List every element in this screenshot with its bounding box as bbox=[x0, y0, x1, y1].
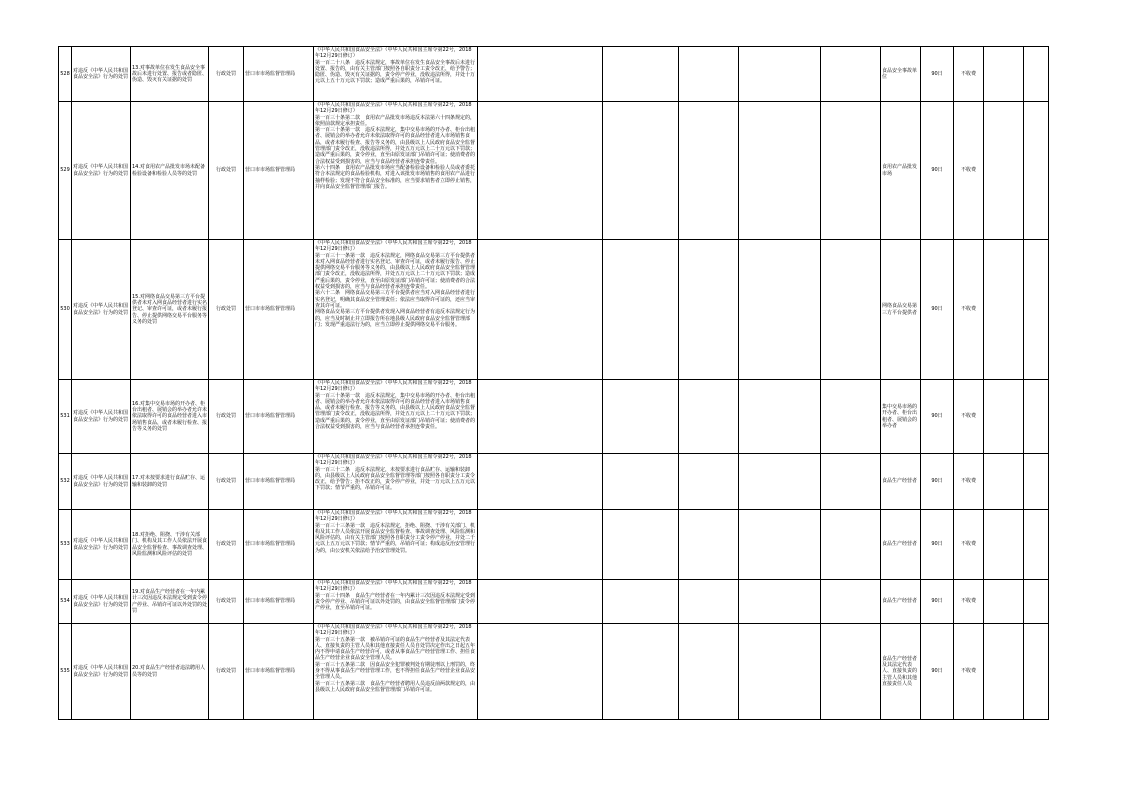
row-number: 529 bbox=[59, 102, 72, 240]
row-number: 531 bbox=[59, 380, 72, 454]
empty-cell bbox=[478, 380, 603, 454]
time-limit: 90日 bbox=[921, 510, 954, 580]
empty-cell bbox=[478, 454, 603, 510]
empty-cell bbox=[739, 240, 821, 380]
power-category: 对违反《中华人民共和国食品安全法》行为的处罚 bbox=[72, 624, 131, 720]
empty-cell bbox=[1024, 102, 1049, 240]
empty-cell bbox=[478, 624, 603, 720]
legal-basis-text: 《中华人民共和国食品安全法》（中华人民共和国主席令第22号，2018年12月29日修订） 第一百三十四条 食品生产经营者在一年内累计三次因违反本法规定受到责令停产停业、吊销许可证以外处罚的，由食品安全监督管理部门责令停产停业，直至吊销许可证。 bbox=[315, 580, 476, 612]
legal-basis-text: 《中华人民共和国食品安全法》（中华人民共和国主席令第22号，2018年12月29日修订） 第一百三十三条第一款 违反本法规定，拒绝、阻挠、干涉有关部门、机构及其工作人员依法开展食品安全监督检查、事故调查处理、风险监测和风险评估的，由有关主管部门按照各自职责分工责令停产停业，并处二千元以上五万元以下罚款；情节严重的，吊销许可证；构成违反治安管理行为的，由公安机关依法给予治安管理处罚。 bbox=[315, 510, 476, 554]
empty-cell bbox=[1024, 47, 1049, 102]
legal-basis-text: 《中华人民共和国食品安全法》（中华人民共和国主席令第22号，2018年12月29日修订） 第一百三十二条 违反本法规定，未按要求进行食品贮存、运输和装卸的，由县级以上人民政府食品安全监督管理等部门按照各自职责分工责令改正，给予警告；拒不改正的，责令停产停业，并处一万元以上五万元以下罚款；情节严重的，吊销许可证。 bbox=[315, 454, 476, 492]
empty-cell bbox=[821, 380, 881, 454]
implementing-department: 营口市市场监督管理局 bbox=[244, 510, 314, 580]
empty-cell bbox=[821, 47, 881, 102]
legal-basis bbox=[314, 102, 478, 240]
empty-cell bbox=[478, 102, 603, 240]
empty-cell bbox=[821, 240, 881, 380]
empty-cell bbox=[984, 240, 1024, 380]
row-number: 535 bbox=[59, 624, 72, 720]
power-item-name: 16.对集中交易市场的开办者、柜台出租者、展销会的举办者允许未依法取得许可的食品经营者进入市场销售食品，或者未履行检查、报告等义务的处罚 bbox=[131, 380, 209, 454]
fee-status: 不收费 bbox=[954, 510, 984, 580]
empty-cell bbox=[679, 380, 739, 454]
empty-cell bbox=[603, 624, 679, 720]
empty-cell bbox=[739, 47, 821, 102]
empty-cell bbox=[1024, 240, 1049, 380]
empty-cell bbox=[821, 454, 881, 510]
target-subject: 食品生产经营者 bbox=[881, 580, 921, 624]
fee-status: 不收费 bbox=[954, 580, 984, 624]
target-subject: 食品生产经营者及其法定代表人、直接负责的主管人员和其他直接责任人员 bbox=[881, 624, 921, 720]
fee-status: 不收费 bbox=[954, 454, 984, 510]
power-list-table bbox=[58, 46, 1049, 720]
fee-status: 不收费 bbox=[954, 102, 984, 240]
power-item-name: 18.对拒绝、阻挠、干涉有关部门、机构及其工作人员依法开展食品安全监督检查、事故调查处理、风险监测和风险评估的处罚 bbox=[131, 510, 209, 580]
empty-cell bbox=[603, 510, 679, 580]
empty-cell bbox=[1024, 510, 1049, 580]
empty-cell bbox=[984, 47, 1024, 102]
table-row bbox=[59, 454, 1049, 510]
power-category: 对违反《中华人民共和国食品安全法》行为的处罚 bbox=[72, 47, 131, 102]
power-item-name: 14.对食用农产品批发市场未配备检验设备和检验人员等的处罚 bbox=[131, 102, 209, 240]
empty-cell bbox=[984, 580, 1024, 624]
empty-cell bbox=[603, 580, 679, 624]
empty-cell bbox=[679, 454, 739, 510]
legal-basis bbox=[314, 454, 478, 510]
empty-cell bbox=[739, 624, 821, 720]
fee-status: 不收费 bbox=[954, 47, 984, 102]
empty-cell bbox=[984, 102, 1024, 240]
implementing-department: 营口市市场监督管理局 bbox=[244, 380, 314, 454]
legal-basis-text: 《中华人民共和国食品安全法》（中华人民共和国主席令第22号，2018年12月29日修订） 第一百三十条第二款 食用农产品批发市场违反本法第六十四条规定的，依照前款规定承担责任。 第一百三十条第一款 违反本法规定，集中交易市场的开办者、柜台出租者、展销会的举办者允许未依法取得许可的食品经营者进入市场销售食品，或者未履行检查、报告等义务的，由县级以上人民政府食品安全监督管理部门责令改正，没收违法所得，并处五万元以上二十万元以下罚款；造成严重后果的，责令停业，直至由原发证部门吊销许可证；使消费者的合法权益受到损害的，应当与食品经营者承担连带责任。 第六十四条 食用农产品批发市场应当配备检验设备和检验人员或者委托符合本法规定的食品检验机构，对进入该批发市场销售的食用农产品进行抽样检验；发现不符合食品安全标准的，应当要求销售者立即停止销售，并向食品安全监督管理部门报告。 bbox=[315, 102, 476, 190]
legal-basis-text: 《中华人民共和国食品安全法》（中华人民共和国主席令第22号，2018年12月29日修订） 第一百三十五条第一款 被吊销许可证的食品生产经营者及其法定代表人、直接负责的主管人员和其他直接责任人员自处罚决定作出之日起五年内不得申请食品生产经营许可，或者从事食品生产经营管理工作、担任食品生产经营企业食品安全管理人员。 第一百三十五条第二款 因食品安全犯罪被判处有期徒刑以上刑罚的，终身不得从事食品生产经营管理工作，也不得担任食品生产经营企业食品安全管理人员。 第一百三十五条第三款 食品生产经营者聘用人员违反前两款规定的，由县级以上人民政府食品安全监督管理部门吊销许可证。 bbox=[315, 624, 476, 693]
empty-cell bbox=[1024, 454, 1049, 510]
empty-cell bbox=[1024, 380, 1049, 454]
implementing-department: 营口市市场监督管理局 bbox=[244, 102, 314, 240]
empty-cell bbox=[679, 624, 739, 720]
power-type: 行政处罚 bbox=[209, 624, 244, 720]
empty-cell bbox=[739, 454, 821, 510]
power-category: 对违反《中华人民共和国食品安全法》行为的处罚 bbox=[72, 580, 131, 624]
implementing-department: 营口市市场监督管理局 bbox=[244, 580, 314, 624]
power-item-name: 15.对网络食品交易第三方平台提供者未对入网食品经营者进行实名登记、审查许可证，或者未履行报告、停止提供网络交易平台服务等义务的处罚 bbox=[131, 240, 209, 380]
empty-cell bbox=[679, 580, 739, 624]
table-row bbox=[59, 580, 1049, 624]
legal-basis-text: 《中华人民共和国食品安全法》（中华人民共和国主席令第22号，2018年12月29日修订） 第一百三十条第一款 违反本法规定，集中交易市场的开办者、柜台出租者、展销会的举办者允许未依法取得许可的食品经营者进入市场销售食品，或者未履行检查、报告等义务的，由县级以上人民政府食品安全监督管理部门责令改正，没收违法所得，并处五万元以上二十万元以下罚款；造成严重后果的，责令停业，直至由原发证部门吊销许可证；使消费者的合法权益受到损害的，应当与食品经营者承担连带责任。 bbox=[315, 380, 476, 431]
implementing-department: 营口市市场监督管理局 bbox=[244, 47, 314, 102]
empty-cell bbox=[603, 380, 679, 454]
table-row bbox=[59, 47, 1049, 102]
legal-basis bbox=[314, 510, 478, 580]
power-item-name: 20.对食品生产经营者违法聘用人员等的处罚 bbox=[131, 624, 209, 720]
time-limit: 90日 bbox=[921, 624, 954, 720]
power-type: 行政处罚 bbox=[209, 580, 244, 624]
table-row bbox=[59, 240, 1049, 380]
empty-cell bbox=[821, 580, 881, 624]
empty-cell bbox=[821, 102, 881, 240]
power-item-name: 17.对未按要求进行食品贮存、运输和装卸的处罚 bbox=[131, 454, 209, 510]
table-row bbox=[59, 510, 1049, 580]
power-category: 对违反《中华人民共和国食品安全法》行为的处罚 bbox=[72, 102, 131, 240]
implementing-department: 营口市市场监督管理局 bbox=[244, 240, 314, 380]
legal-basis-text: 《中华人民共和国食品安全法》（中华人民共和国主席令第22号，2018年12月29日修订） 第一百三十一条第一款 违反本法规定，网络食品交易第三方平台提供者未对入网食品经营者进行实名登记、审查许可证，或者未履行报告、停止提供网络交易平台服务等义务的，由县级以上人民政府食品安全监督管理部门责令改正，没收违法所得，并处五万元以上二十万元以下罚款；造成严重后果的，责令停业，直至由原发证部门吊销许可证；使消费者的合法权益受到损害的，应当与食品经营者承担连带责任。 第六十二条 网络食品交易第三方平台提供者应当对入网食品经营者进行实名登记，明确其食品安全管理责任；依法应当取得许可证的，还应当审查其许可证。 网络食品交易第三方平台提供者发现入网食品经营者有违反本法规定行为的，应当及时制止并立即报告所在地县级人民政府食品安全监督管理部门；发现严重违法行为的，应当立即停止提供网络交易平台服务。 bbox=[315, 240, 476, 328]
power-type: 行政处罚 bbox=[209, 240, 244, 380]
time-limit: 90日 bbox=[921, 240, 954, 380]
empty-cell bbox=[679, 240, 739, 380]
empty-cell bbox=[739, 380, 821, 454]
row-number: 532 bbox=[59, 454, 72, 510]
time-limit: 90日 bbox=[921, 380, 954, 454]
legal-basis bbox=[314, 380, 478, 454]
empty-cell bbox=[739, 510, 821, 580]
table-row bbox=[59, 102, 1049, 240]
power-type: 行政处罚 bbox=[209, 47, 244, 102]
time-limit: 90日 bbox=[921, 580, 954, 624]
power-category: 对违反《中华人民共和国食品安全法》行为的处罚 bbox=[72, 510, 131, 580]
power-item-name: 13.对事故单位在发生食品安全事故后未进行处置、报告或者隐匿、伪造、毁灭有关证据的处罚 bbox=[131, 47, 209, 102]
power-item-name: 19.对食品生产经营者在一年内累计三次因违反本法规定受到责令停产停业、吊销许可证以外处罚的处罚 bbox=[131, 580, 209, 624]
target-subject: 食品安全事故单位 bbox=[881, 47, 921, 102]
legal-basis bbox=[314, 47, 478, 102]
row-number: 534 bbox=[59, 580, 72, 624]
target-subject: 网络食品交易第三方平台提供者 bbox=[881, 240, 921, 380]
table-row bbox=[59, 624, 1049, 720]
target-subject: 集中交易市场的开办者、柜台出租者、展销会的举办者 bbox=[881, 380, 921, 454]
empty-cell bbox=[679, 510, 739, 580]
empty-cell bbox=[478, 47, 603, 102]
fee-status: 不收费 bbox=[954, 624, 984, 720]
empty-cell bbox=[603, 454, 679, 510]
table-row bbox=[59, 380, 1049, 454]
empty-cell bbox=[739, 102, 821, 240]
empty-cell bbox=[984, 510, 1024, 580]
empty-cell bbox=[679, 102, 739, 240]
row-number: 533 bbox=[59, 510, 72, 580]
empty-cell bbox=[603, 47, 679, 102]
time-limit: 90日 bbox=[921, 47, 954, 102]
legal-basis bbox=[314, 240, 478, 380]
empty-cell bbox=[1024, 624, 1049, 720]
target-subject: 食用农产品批发市场 bbox=[881, 102, 921, 240]
fee-status: 不收费 bbox=[954, 240, 984, 380]
legal-basis bbox=[314, 580, 478, 624]
empty-cell bbox=[739, 580, 821, 624]
empty-cell bbox=[679, 47, 739, 102]
empty-cell bbox=[478, 510, 603, 580]
legal-basis bbox=[314, 624, 478, 720]
empty-cell bbox=[478, 240, 603, 380]
target-subject: 食品生产经营者 bbox=[881, 454, 921, 510]
empty-cell bbox=[821, 510, 881, 580]
power-category: 对违反《中华人民共和国食品安全法》行为的处罚 bbox=[72, 240, 131, 380]
power-type: 行政处罚 bbox=[209, 102, 244, 240]
empty-cell bbox=[984, 380, 1024, 454]
power-type: 行政处罚 bbox=[209, 380, 244, 454]
power-category: 对违反《中华人民共和国食品安全法》行为的处罚 bbox=[72, 454, 131, 510]
implementing-department: 营口市市场监督管理局 bbox=[244, 454, 314, 510]
time-limit: 90日 bbox=[921, 454, 954, 510]
implementing-department: 营口市市场监督管理局 bbox=[244, 624, 314, 720]
empty-cell bbox=[821, 624, 881, 720]
legal-basis-text: 《中华人民共和国食品安全法》（中华人民共和国主席令第22号，2018年12月29日修订） 第一百二十八条 违反本法规定，事故单位在发生食品安全事故后未进行处置、报告的，由有关主管部门按照各自职责分工责令改正，给予警告；隐匿、伪造、毁灭有关证据的，责令停产停业，没收违法所得，并处十万元以上五十万元以下罚款；造成严重后果的，吊销许可证。 bbox=[315, 47, 476, 85]
empty-cell bbox=[984, 454, 1024, 510]
power-type: 行政处罚 bbox=[209, 454, 244, 510]
empty-cell bbox=[478, 580, 603, 624]
empty-cell bbox=[984, 624, 1024, 720]
fee-status: 不收费 bbox=[954, 380, 984, 454]
row-number: 530 bbox=[59, 240, 72, 380]
empty-cell bbox=[603, 240, 679, 380]
empty-cell bbox=[603, 102, 679, 240]
power-type: 行政处罚 bbox=[209, 510, 244, 580]
time-limit: 90日 bbox=[921, 102, 954, 240]
row-number: 528 bbox=[59, 47, 72, 102]
empty-cell bbox=[1024, 580, 1049, 624]
target-subject: 食品生产经营者 bbox=[881, 510, 921, 580]
power-category: 对违反《中华人民共和国食品安全法》行为的处罚 bbox=[72, 380, 131, 454]
